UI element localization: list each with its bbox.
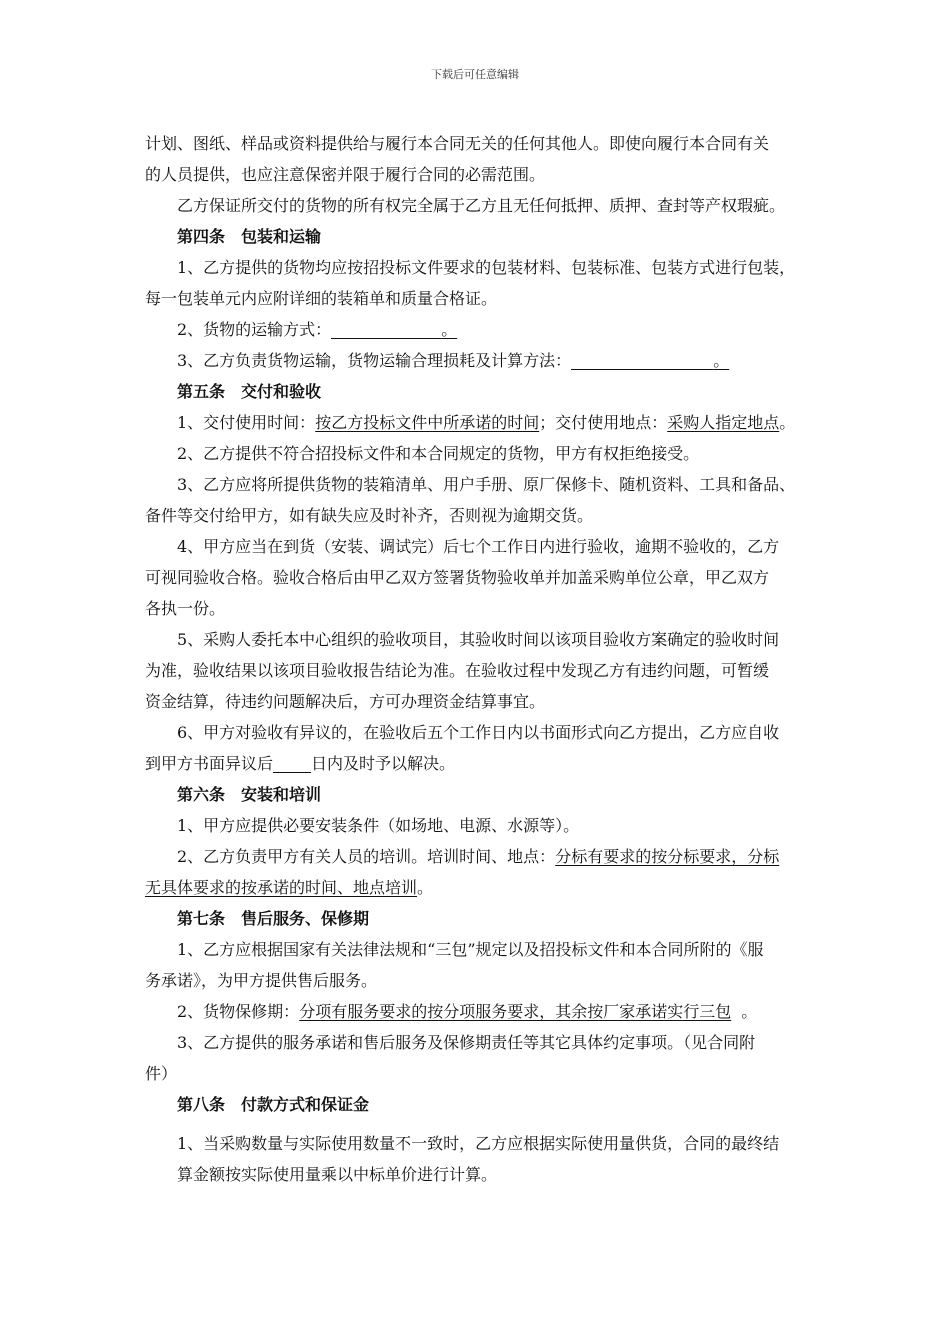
training-requirement-value-part1: 分标有要求的按分标要求，分标 [555, 847, 780, 866]
clause-5-1-label-time: 1、交付使用时间： [177, 413, 316, 432]
transport-method-blank [331, 320, 441, 339]
section-heading-7: 第七条 售后服务、保修期 [177, 909, 370, 928]
clause-5-4-line1: 4、甲方应当在到货（安装、调试完）后七个工作日内进行验收，逾期不验收的，乙方 [177, 537, 780, 556]
clause-7-1-line1: 1、乙方应根据国家有关法律法规和“三包”规定以及招投标文件和本合同所附的《服 [177, 940, 764, 959]
page-header-note: 下载后可任意编辑 [431, 68, 519, 81]
clause-5-5-line3: 资金结算，待违约问题解决后，方可办理资金结算事宜。 [145, 692, 546, 711]
clause-4-3-end: 。 [713, 351, 730, 370]
clause-6-2-line1 [145, 841, 809, 872]
paragraph-confidentiality-line2: 的人员提供，也应注意保密并限于履行合同的必需范围。 [145, 165, 546, 184]
clause-5-3-line2: 备件等交付给甲方，如有缺失应及时补齐，否则视为逾期交货。 [145, 506, 594, 525]
clause-5-5-line1: 5、采购人委托本中心组织的验收项目，其验收时间以该项目验收方案确定的验收时间 [177, 630, 780, 649]
paragraph-ownership: 乙方保证所交付的货物的所有权完全属于乙方且无任何抵押、质押、查封等产权瑕疵。 [177, 196, 786, 215]
paragraph-confidentiality-line1: 计划、图纸、样品或资料提供给与履行本合同无关的任何其他人。即使向履行本合同有关 [145, 134, 770, 153]
clause-4-3-text: 3、乙方负责货物运输，货物运输合理损耗及计算方法： [177, 351, 572, 370]
clause-5-6-line2 [145, 748, 809, 779]
clause-5-6-line1: 6、甲方对验收有异议的，在验收后五个工作日内以书面形式向乙方提出，乙方应自收 [177, 723, 780, 742]
clause-4-1-line1: 1、乙方提供的货物均应按招投标文件要求的包装材料、包装标准、包装方式进行包装， [177, 258, 796, 277]
section-heading-5: 第五条 交付和验收 [177, 382, 322, 401]
clause-7-2-end: 。 [741, 1002, 758, 1021]
clause-7-3-line1: 3、乙方提供的服务承诺和售后服务及保修期责任等其它具体约定事项。（见合同附 [177, 1033, 756, 1052]
clause-5-6-end: 日内及时予以解决。 [311, 754, 456, 773]
clause-7-2 [145, 996, 809, 1027]
warranty-underline-tail [731, 1002, 741, 1021]
document-body [145, 128, 809, 1190]
clause-4-1-line2: 每一包装单元内应附详细的装箱单和质量合格证。 [145, 289, 498, 308]
clause-8-1-line1: 1、当采购数量与实际使用数量不一致时，乙方应根据实际使用量供货，合同的最终结 [177, 1134, 780, 1153]
clause-5-2: 2、乙方提供不符合招投标文件和本合同规定的货物，甲方有权拒绝接受。 [177, 444, 700, 463]
clause-4-2 [145, 314, 809, 345]
section-heading-8: 第八条 付款方式和保证金 [177, 1095, 370, 1114]
delivery-time-value: 按乙方投标文件中所承诺的时间 [315, 413, 540, 432]
clause-8-1-line2: 算金额按实际使用量乘以中标单价进行计算。 [177, 1165, 498, 1184]
clause-5-1-label-place: ；交付使用地点： [539, 413, 668, 432]
resolution-days-blank [273, 754, 311, 773]
clause-5-4-line3: 各执一份。 [145, 599, 226, 618]
clause-6-2-end: 。 [417, 878, 434, 897]
training-requirement-value-part2: 无具体要求的按承诺的时间、地点培训 [145, 878, 418, 897]
clause-6-1: 1、甲方应提供必要安装条件（如场地、电源、水源等）。 [177, 816, 580, 835]
warranty-period-value: 分项有服务要求的按分项服务要求，其余按厂家承诺实行三包 [299, 1002, 732, 1021]
delivery-place-value: 采购人指定地点 [667, 413, 780, 432]
clause-5-1-end: 。 [779, 413, 796, 432]
clause-5-4-line2: 可视同验收合格。验收合格后由甲乙双方签署货物验收单并加盖采购单位公章，甲乙双方 [145, 568, 770, 587]
section-heading-4: 第四条 包装和运输 [177, 227, 322, 246]
clause-5-6-text: 到甲方书面异议后 [145, 754, 274, 773]
section-8-spacer [145, 1120, 809, 1128]
clause-7-1-line2: 务承诺》，为甲方提供售后服务。 [145, 971, 378, 990]
clause-7-3-line2: 件） [145, 1064, 178, 1083]
clause-7-2-label: 2、货物保修期： [177, 1002, 300, 1021]
clause-5-3-line1: 3、乙方应将所提供货物的装箱清单、用户手册、原厂保修卡、随机资料、工具和备品、 [177, 475, 796, 494]
clause-4-2-text: 2、货物的运输方式： [177, 320, 332, 339]
clause-6-2-line2 [145, 872, 809, 903]
section-heading-6: 第六条 安装和培训 [177, 785, 322, 804]
clause-4-3 [145, 345, 809, 376]
clause-4-2-end: 。 [441, 320, 458, 339]
clause-5-5-line2: 为准，验收结果以该项目验收报告结论为准。在验收过程中发现乙方有违约问题，可暂缓 [145, 661, 770, 680]
loss-calculation-blank [571, 351, 713, 370]
clause-5-1 [145, 407, 809, 438]
clause-6-2-text: 2、乙方负责甲方有关人员的培训。培训时间、地点： [177, 847, 556, 866]
